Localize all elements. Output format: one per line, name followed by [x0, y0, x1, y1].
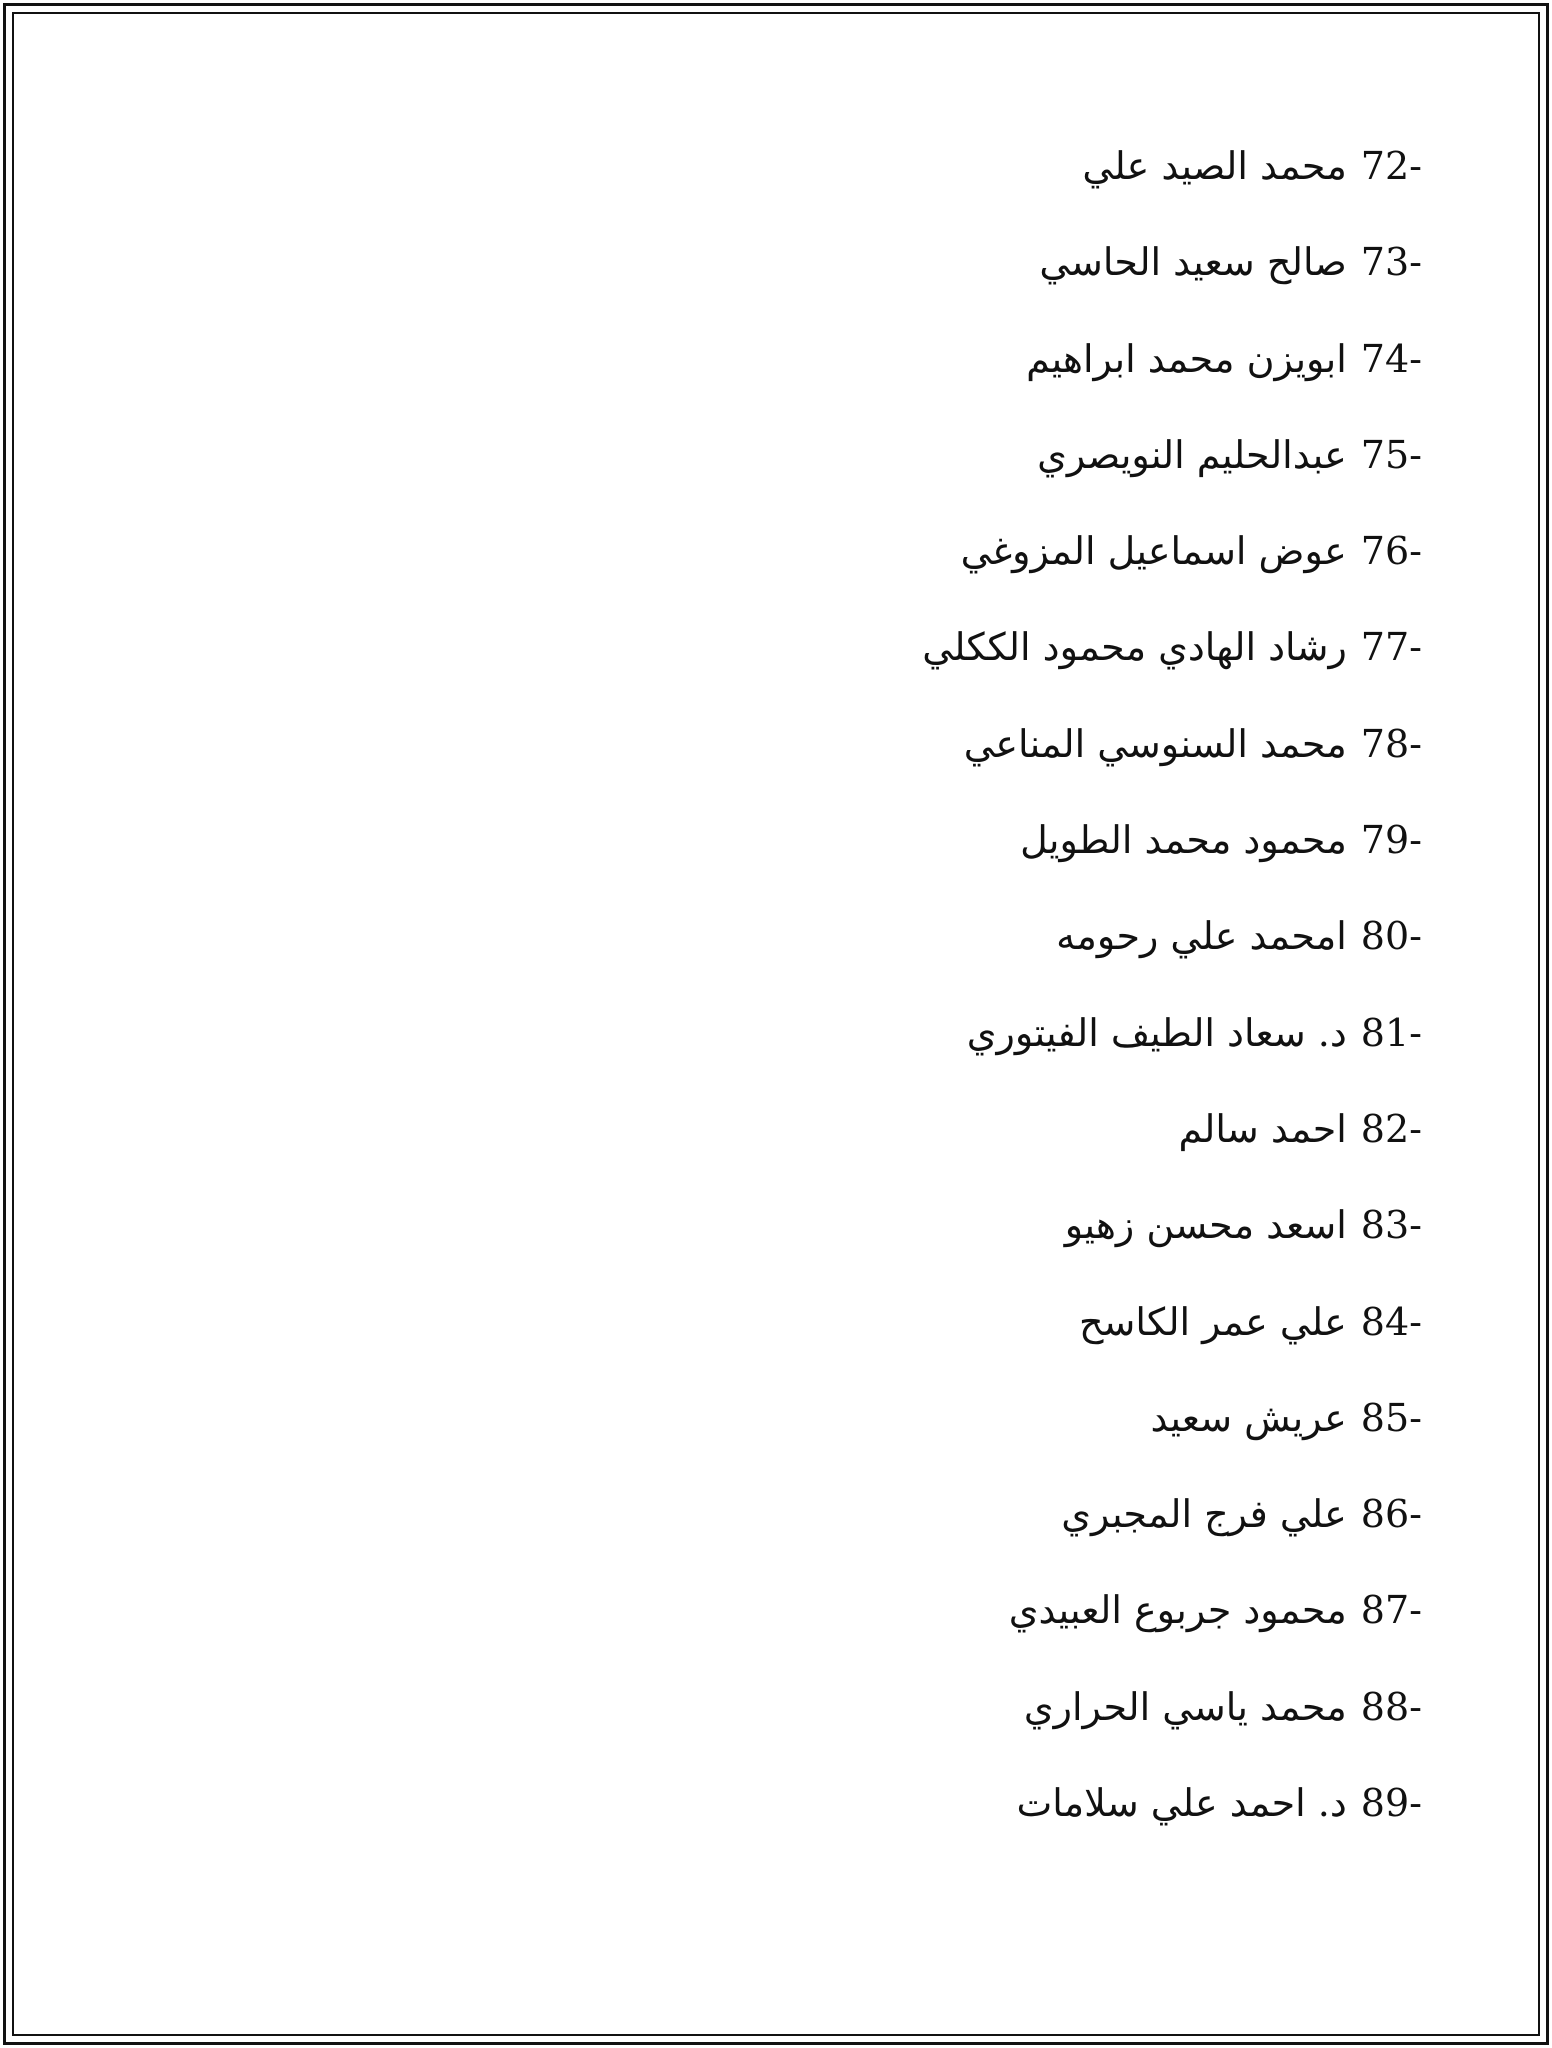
item-number: 84-: [1360, 1299, 1422, 1344]
list-item: [222, 527, 1422, 623]
item-name: علي فرج المجبري: [1061, 1492, 1347, 1537]
item-name: صالح سعيد الحاسي: [1039, 240, 1347, 285]
item-name: اسعد محسن زهيو: [1064, 1203, 1347, 1248]
item-name: عريش سعيد: [1150, 1395, 1347, 1440]
list-item: [222, 335, 1422, 431]
list-item: [222, 816, 1422, 912]
list-item: [222, 1009, 1422, 1105]
list-item: [222, 1490, 1422, 1586]
item-number: 76-: [1360, 529, 1422, 574]
list-item: [222, 1394, 1422, 1490]
item-number: 80-: [1360, 914, 1422, 959]
item-number: 82-: [1360, 1106, 1422, 1151]
list-item: [222, 1779, 1422, 1875]
item-name: د. احمد علي سلامات: [1016, 1781, 1347, 1826]
list-item: [222, 142, 1422, 238]
item-number: 79-: [1360, 818, 1422, 863]
list-item: [222, 1683, 1422, 1779]
item-number: 85-: [1360, 1395, 1422, 1440]
item-name: محمد السنوسي المناعي: [963, 721, 1347, 766]
item-name: رشاد الهادي محمود الككلي: [922, 625, 1347, 670]
item-number: 74-: [1360, 336, 1422, 381]
item-number: 87-: [1360, 1588, 1422, 1633]
item-number: 88-: [1360, 1684, 1422, 1729]
list-item: [222, 1586, 1422, 1682]
list-item: [222, 1298, 1422, 1394]
item-number: 75-: [1360, 432, 1422, 477]
list-item: [222, 1105, 1422, 1201]
item-number: 78-: [1360, 721, 1422, 766]
item-name: امحمد علي رحومه: [1056, 914, 1347, 959]
item-name: احمد سالم: [1178, 1106, 1347, 1151]
item-name: علي عمر الكاسح: [1079, 1299, 1347, 1344]
item-name: د. سعاد الطيف الفيتوري: [966, 1010, 1347, 1055]
item-number: 83-: [1360, 1203, 1422, 1248]
item-number: 89-: [1360, 1781, 1422, 1826]
item-number: 86-: [1360, 1492, 1422, 1537]
item-number: 72-: [1360, 144, 1422, 188]
list-item: [222, 623, 1422, 719]
item-number: 77-: [1360, 625, 1422, 670]
item-name: عوض اسماعيل المزوغي: [960, 529, 1347, 574]
list-item: [222, 431, 1422, 527]
item-name: عبدالحليم النويصري: [1037, 432, 1347, 477]
list-item: [222, 720, 1422, 816]
list-item: [222, 1201, 1422, 1297]
item-name: محمود محمد الطويل: [1020, 818, 1347, 863]
item-name: ابويزن محمد ابراهيم: [1026, 336, 1347, 381]
names-list: [222, 142, 1422, 1875]
list-item: [222, 912, 1422, 1008]
item-number: 81-: [1360, 1010, 1422, 1055]
item-number: 73-: [1360, 240, 1422, 285]
item-name: محمد الصيد علي: [1082, 144, 1347, 188]
item-name: محمود جربوع العبيدي: [1008, 1588, 1347, 1633]
item-name: محمد ياسي الحراري: [1023, 1684, 1347, 1729]
list-item: [222, 238, 1422, 334]
